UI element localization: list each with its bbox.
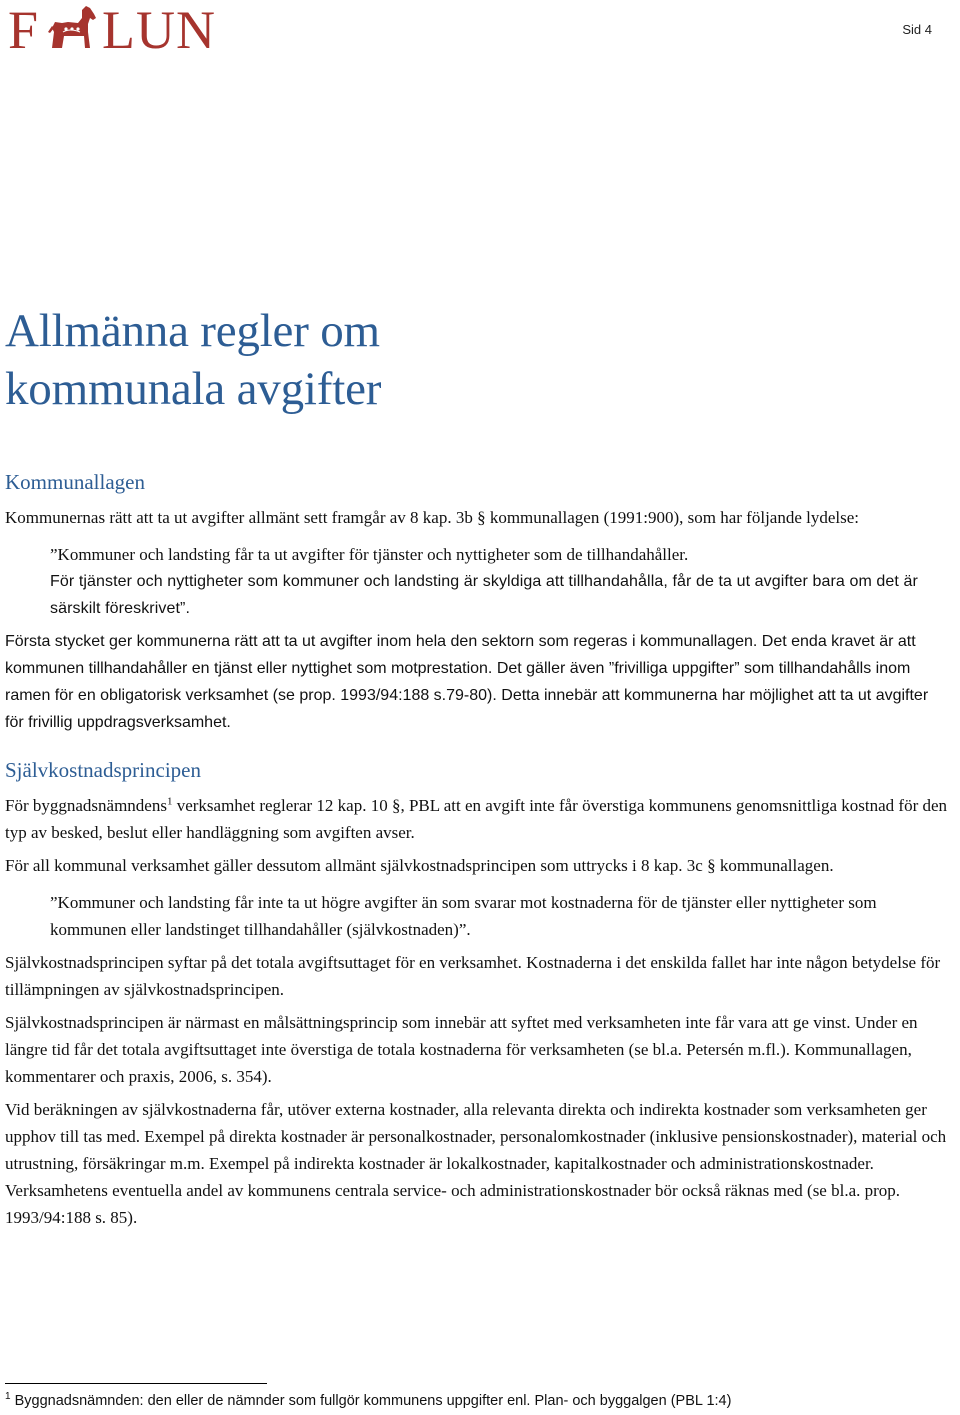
- page-number: Sid 4: [902, 22, 932, 37]
- page-title-line-2: kommunala avgifter: [5, 363, 382, 415]
- falun-logo: [8, 2, 258, 54]
- kommunallagen-explanation-paragraph: Första stycket ger kommunerna rätt att ta ut avgifter inom hela den sektorn som regeras i kommunallagen. Det enda kravet är att kommunen tillhandahåller en tjänst eller nyttighet som motprestation. Det gäller även ”frivilliga uppgifter” som tillhandahålls inom ramen för en obligatorisk verksamhet (se prop. 1993/94:188 s.79-80). Detta innebär att kommunerna har möjlighet att ta ut avgifter för frivillig uppdragsverksamhet.: [5, 633, 929, 731]
- svg-text:F: F: [8, 2, 39, 54]
- pbl-paragraph: [5, 792, 951, 846]
- section-heading-sjalvkostnadsprincipen: Självkostnadsprincipen: [5, 758, 201, 782]
- sjalvkostnad-calculation-paragraph: Vid beräkningen av självkostnaderna får, utöver externa kostnader, alla relevanta direkta och indirekta kostnader som verksamheten ger upphov till tas med. Exempel på direkta kostnader är personalkostnader, personalomkostnader (inklusive pensionskostnader), material och utrustning, försäkringar m.m. Exempel på indirekta kostnader är lokalkostnader, kapitalkostnader och administrationskostnader. Verksamhetens eventuella andel av kommunens centrala service- och administrationskostnader bör också räknas med (se bl.a. prop. 1993/94:188 s. 85).: [5, 1100, 947, 1227]
- sjalvkostnad-quote: ”Kommuner och landsting får inte ta ut högre avgifter än som svarar mot kostnaderna för de tjänster eller nyttigheter som kommunen eller landstinget tillhandahåller (självkostnaden)”.: [50, 893, 877, 939]
- page-title: [5, 302, 951, 418]
- footnote-divider: [5, 1383, 267, 1384]
- pbl-paragraph-start: För byggnadsnämndens: [5, 796, 167, 815]
- svg-text:LUN: LUN: [102, 2, 216, 54]
- sjalvkostnad-goal-paragraph: Självkostnadsprincipen är närmast en målsättningsprincip som innebär att syftet med verksamheten inte får vara att ge vinst. Under en längre tid får det totala avgiftsuttaget inte överstiga de totala kostnaderna för verksamheten (se bl.a. Petersén m.fl.). Kommunallagen, kommentarer och praxis, 2006, s. 354).: [5, 1013, 918, 1086]
- falun-logo-graphic: [8, 2, 258, 54]
- footnote-reference[interactable]: 1: [166, 795, 173, 808]
- document-body: [5, 302, 951, 1231]
- pbl-paragraph-end: verksamhet reglerar 12 kap. 10 §, PBL att en avgift inte får överstiga kommunens genomsnittliga kostnad för den typ av besked, beslut eller handläggning som avgiften avser.: [5, 796, 948, 842]
- dala-horse-icon: [48, 6, 96, 48]
- quote-line-2: För tjänster och nyttigheter som kommuner och landsting är skyldiga att tillhandahålla, får de ta ut avgifter bara om det är särskilt föreskrivet”.: [50, 573, 918, 617]
- page-title-line-1: Allmänna regler om: [5, 305, 380, 357]
- quote-line-1: ”Kommuner och landsting får ta ut avgifter för tjänster och nyttigheter som de tillhandahåller.: [50, 545, 689, 564]
- sjalvkostnad-general-paragraph: För all kommunal verksamhet gäller dessutom allmänt självkostnadsprincipen som uttrycks i 8 kap. 3c § kommunallagen.: [5, 856, 834, 875]
- footnote-text: Byggnadsnämnden: den eller de nämnder som fullgör kommunens uppgifter enl. Plan- och byggalgen (PBL 1:4): [10, 1393, 732, 1409]
- footnote-number: 1: [5, 1391, 11, 1403]
- footnote: [5, 1391, 731, 1411]
- kommunallagen-quote: [50, 541, 951, 622]
- sjalvkostnad-purpose-paragraph: Självkostnadsprincipen syftar på det totala avgiftsuttaget för en verksamhet. Kostnaderna i det enskilda fallet har inte någon betydelse för tillämpningen av självkostnadsprincipen.: [5, 953, 941, 999]
- kommunallagen-intro-paragraph: Kommunernas rätt att ta ut avgifter allmänt sett framgår av 8 kap. 3b § kommunallagen (1991:900), som har följande lydelse:: [5, 508, 860, 527]
- section-heading-kommunallagen: Kommunallagen: [5, 470, 145, 494]
